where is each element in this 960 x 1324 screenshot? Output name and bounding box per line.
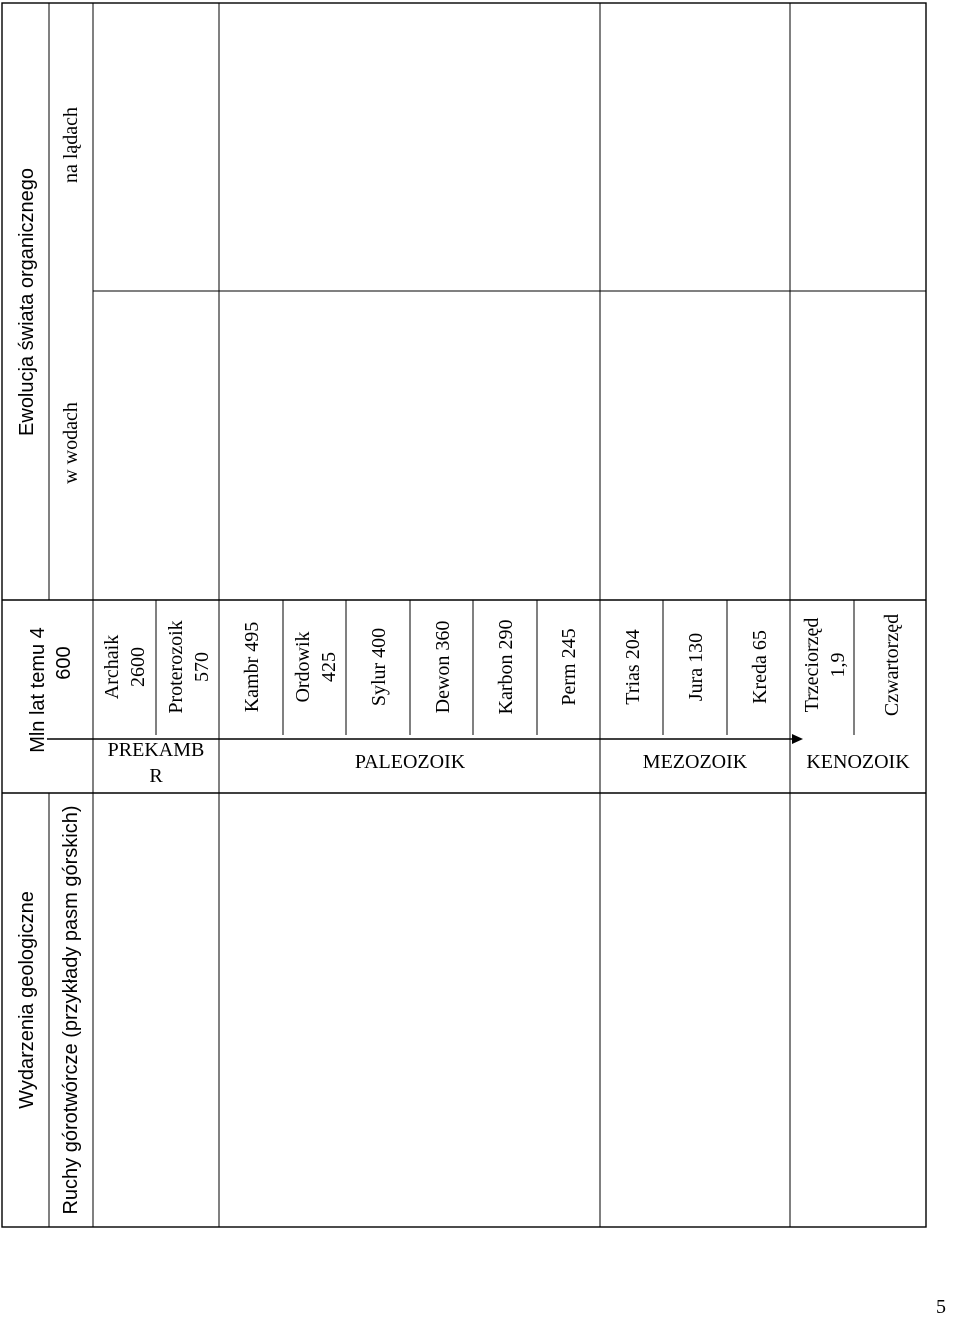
period-label: Czwartorzęd: [881, 613, 903, 717]
period-label: Dewon 360: [432, 620, 454, 714]
header-events: Wydarzenia geologiczne: [16, 891, 38, 1109]
era-label-paleozoic: PALEOZOIK: [354, 751, 466, 773]
period-label: Kambr 495: [241, 621, 263, 713]
period-label: 570: [191, 652, 213, 682]
era-label-kenozoic: KENOZOIK: [806, 751, 910, 773]
era-label-mesozoic: MEZOZOIK: [642, 751, 748, 773]
period-label: Trzeciorzęd: [801, 617, 823, 713]
eon-label-line2: R: [149, 765, 163, 787]
header-land: na lądach: [60, 106, 82, 184]
header-evolution: Ewolucja świata organicznego: [16, 168, 38, 436]
period-label: Jura 130: [685, 632, 707, 702]
period-label: 2600: [127, 647, 149, 687]
header-time-line1: Mln lat temu 4: [27, 627, 49, 753]
header-time-line2: 600: [53, 646, 75, 680]
period-label: Trias 204: [622, 629, 644, 705]
period-label: Kreda 65: [749, 630, 771, 704]
period-label: Archaik: [101, 634, 123, 700]
header-water: w wodach: [60, 402, 82, 484]
period-label: Karbon 290: [495, 619, 517, 715]
header-mountains: Ruchy górotwórcze (przykłady pasm górskich): [60, 805, 82, 1215]
period-label: Proterozoik: [165, 620, 187, 714]
period-label: Sylur 400: [368, 627, 390, 707]
period-label: 425: [318, 652, 340, 682]
eon-label-line1: PREKAMB: [107, 739, 205, 761]
table-border: [2, 3, 926, 1227]
page-number: 5: [936, 1296, 946, 1318]
time-arrow-head: [792, 734, 803, 744]
period-label: Perm 245: [558, 628, 580, 706]
period-label: Ordowik: [292, 631, 314, 703]
period-label: 1,9: [827, 652, 849, 678]
